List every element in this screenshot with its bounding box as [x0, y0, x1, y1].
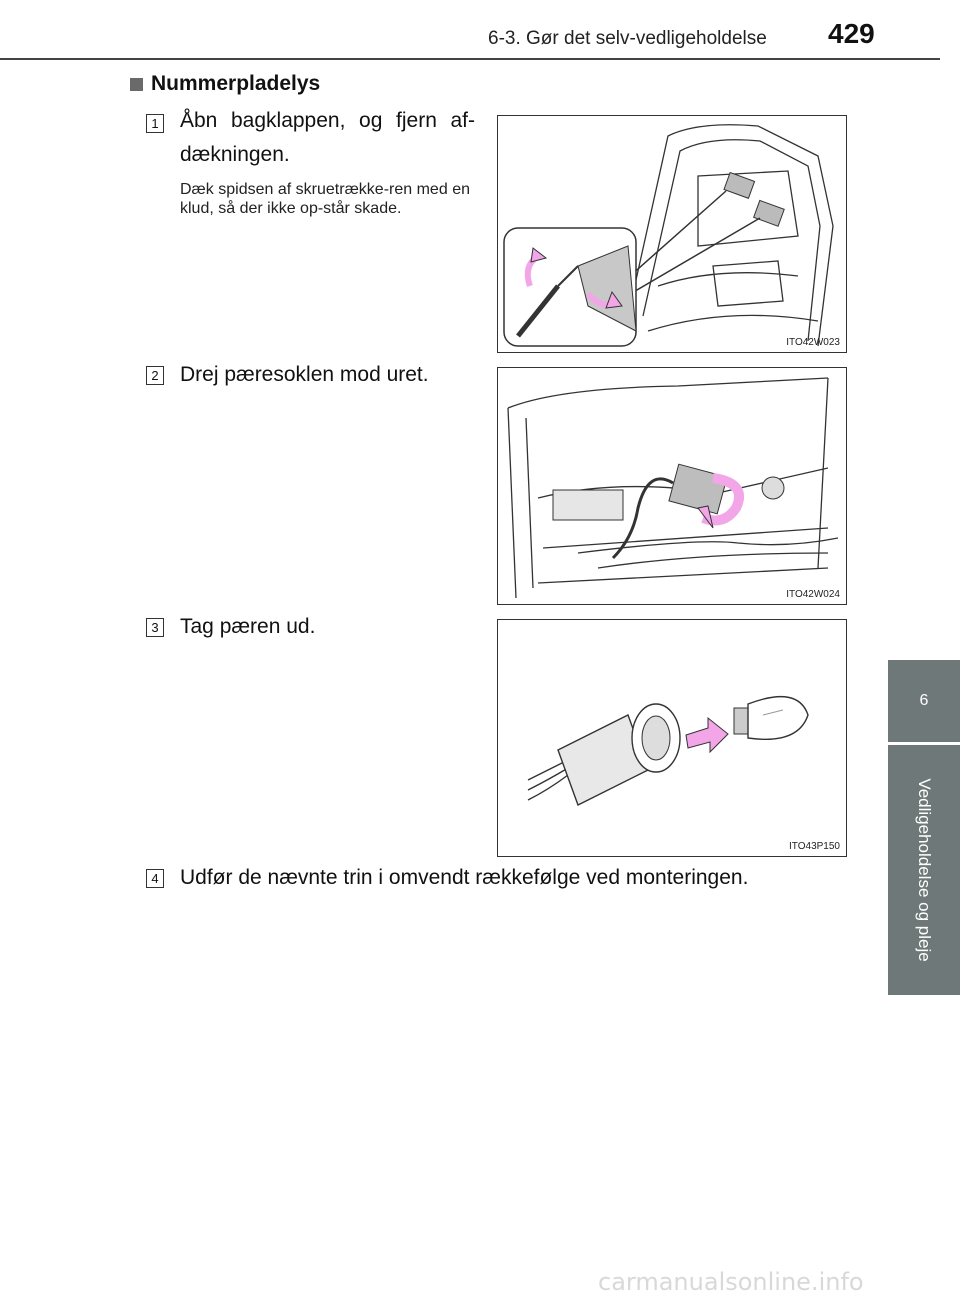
step-2-badge: 2 [146, 366, 164, 385]
step-1-text: Åbn bagklappen, og fjern af-dækningen. [180, 109, 475, 166]
figure-tailgate-cover [497, 115, 847, 353]
step-1-badge: 1 [146, 114, 164, 133]
tailgate-illustration [498, 116, 847, 353]
chapter-tab-label: Vedligeholdelse og pleje [915, 778, 934, 962]
figure-bulb-removal [497, 619, 847, 857]
header-rule [0, 58, 940, 60]
heading-square-icon [130, 78, 143, 91]
page-number: 429 [828, 18, 875, 49]
socket-illustration [498, 368, 847, 605]
figure-2-code: ITO42W024 [786, 589, 840, 600]
section-title: Nummerpladelys [151, 72, 321, 95]
step-4-text: Udfør de nævnte trin i omvendt rækkefølge ved monteringen. [180, 866, 749, 889]
figure-bulb-socket [497, 367, 847, 605]
step-3-text: Tag pæren ud. [180, 615, 316, 638]
running-header: 6-3. Gør det selv-vedligeholdelse [488, 28, 767, 49]
section-heading [130, 72, 320, 96]
step-2-text: Drej pæresoklen mod uret. [180, 363, 429, 386]
figure-1-code: ITO42W023 [786, 337, 840, 348]
figure-3-code: ITO43P150 [789, 841, 840, 852]
chapter-tab-number: 6 [888, 660, 960, 742]
step-3-badge: 3 [146, 618, 164, 637]
step-1-note: Dæk spidsen af skruetrække-ren med en klud, så der ikke op-står skade. [180, 181, 470, 217]
chapter-tab-title [888, 745, 960, 995]
bulb-illustration [498, 620, 847, 857]
watermark: carmanualsonline.info [598, 1268, 864, 1296]
step-4-badge: 4 [146, 869, 164, 888]
